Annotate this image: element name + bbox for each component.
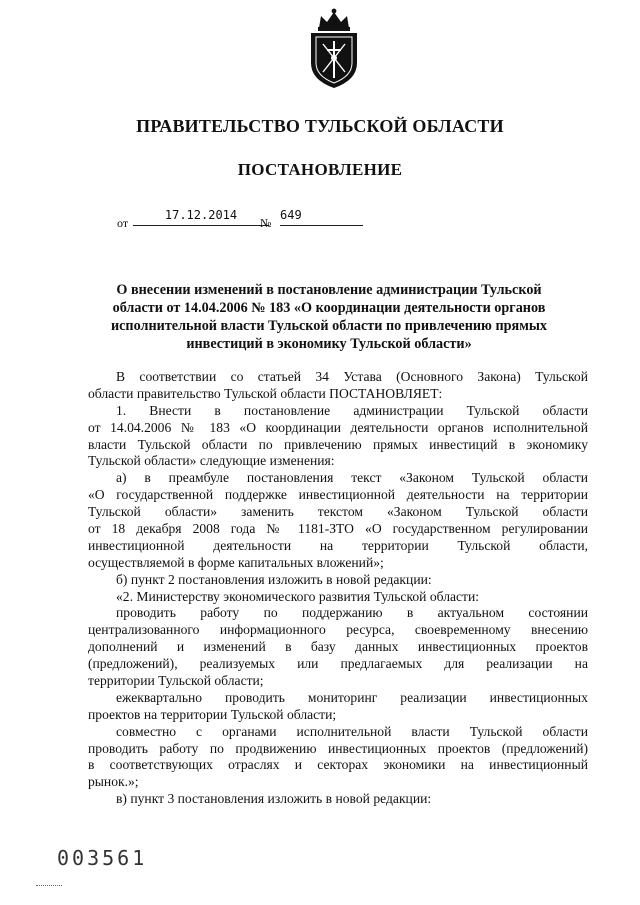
subject-line: области от 14.04.2006 № 183 «О координации деятельности органов: [112, 300, 546, 316]
date-field: 17.12.2014: [133, 208, 269, 226]
date-label: от: [117, 216, 129, 230]
body-line: территории Тульской области;: [88, 673, 264, 689]
document-subject: [98, 281, 560, 353]
body-line: проводить работу по поддержанию в актуальном состоянии: [116, 605, 588, 621]
body-line: осуществляемой в форме капитальных вложений»;: [88, 554, 384, 570]
subject-line: инвестиций в экономику Тульской области»: [186, 336, 472, 352]
body-line: ежеквартально проводить мониторинг реализации инвестиционных: [116, 689, 588, 705]
scan-mark: [36, 885, 62, 888]
body-line: проводить работу по продвижению инвестиционных проектов (предложений): [88, 740, 588, 756]
body-line: б) пункт 2 постановления изложить в новой редакции:: [116, 571, 432, 587]
document-body: [88, 369, 588, 808]
number-label: №: [260, 216, 272, 230]
body-line: совместно с органами исполнительной власти Тульской области: [116, 723, 588, 739]
body-line: «О государственной поддержке инвестиционной деятельности на территории: [88, 487, 588, 503]
coat-of-arms-icon: [303, 8, 365, 90]
number-field: 649: [280, 208, 363, 226]
body-line: централизованного информационного ресурса, своевременному внесению: [88, 622, 588, 638]
body-line: В соответствии со статьей 34 Устава (Основного Закона) Тульской: [116, 369, 588, 384]
body-line: Тульской области» следующие изменения:: [88, 453, 335, 469]
body-line: 1. Внести в постановление администрации Тульской области: [116, 402, 588, 418]
body-line: от 18 декабря 2008 года № 1181-ЗТО «О государственном регулировании: [88, 521, 588, 537]
body-line: проектов на территории Тульской области;: [88, 706, 337, 722]
body-line: «2. Министерству экономического развития Тульской области:: [116, 588, 480, 604]
body-line: (предложений), реализуемых или предлагаемых для реализации на: [88, 656, 588, 672]
body-line: в) пункт 3 постановления изложить в новой редакции:: [116, 791, 432, 807]
document-type: ПОСТАНОВЛЕНИЕ: [237, 160, 403, 179]
body-line: а) в преамбуле постановления текст «Законом Тульской области: [116, 470, 588, 486]
body-line: дополнений и изменений в базу данных инвестиционных проектов: [88, 639, 588, 655]
body-line: от 14.04.2006 № 183 «О координации деятельности органов исполнительной: [88, 419, 588, 435]
body-line: рынок.»;: [88, 774, 139, 790]
body-line: власти Тульской области по привлечению прямых инвестиций в экономику: [88, 436, 588, 452]
serial-number: 003561: [57, 846, 148, 870]
body-line: в соответствующих отраслях и секторах экономики на инвестиционный: [88, 757, 588, 773]
government-title: ПРАВИТЕЛЬСТВО ТУЛЬСКОЙ ОБЛАСТИ: [136, 116, 504, 136]
body-line: области правительство Тульской области ПОСТАНОВЛЯЕТ:: [88, 385, 443, 401]
body-line: Тульской области» заменить текстом «Законом Тульской области: [88, 504, 588, 520]
body-line: инвестиционной деятельности на территории Тульской области,: [88, 537, 588, 553]
subject-line: исполнительной власти Тульской области по привлечению прямых: [110, 318, 548, 334]
subject-line: О внесении изменений в постановление администрации Тульской: [116, 282, 542, 298]
